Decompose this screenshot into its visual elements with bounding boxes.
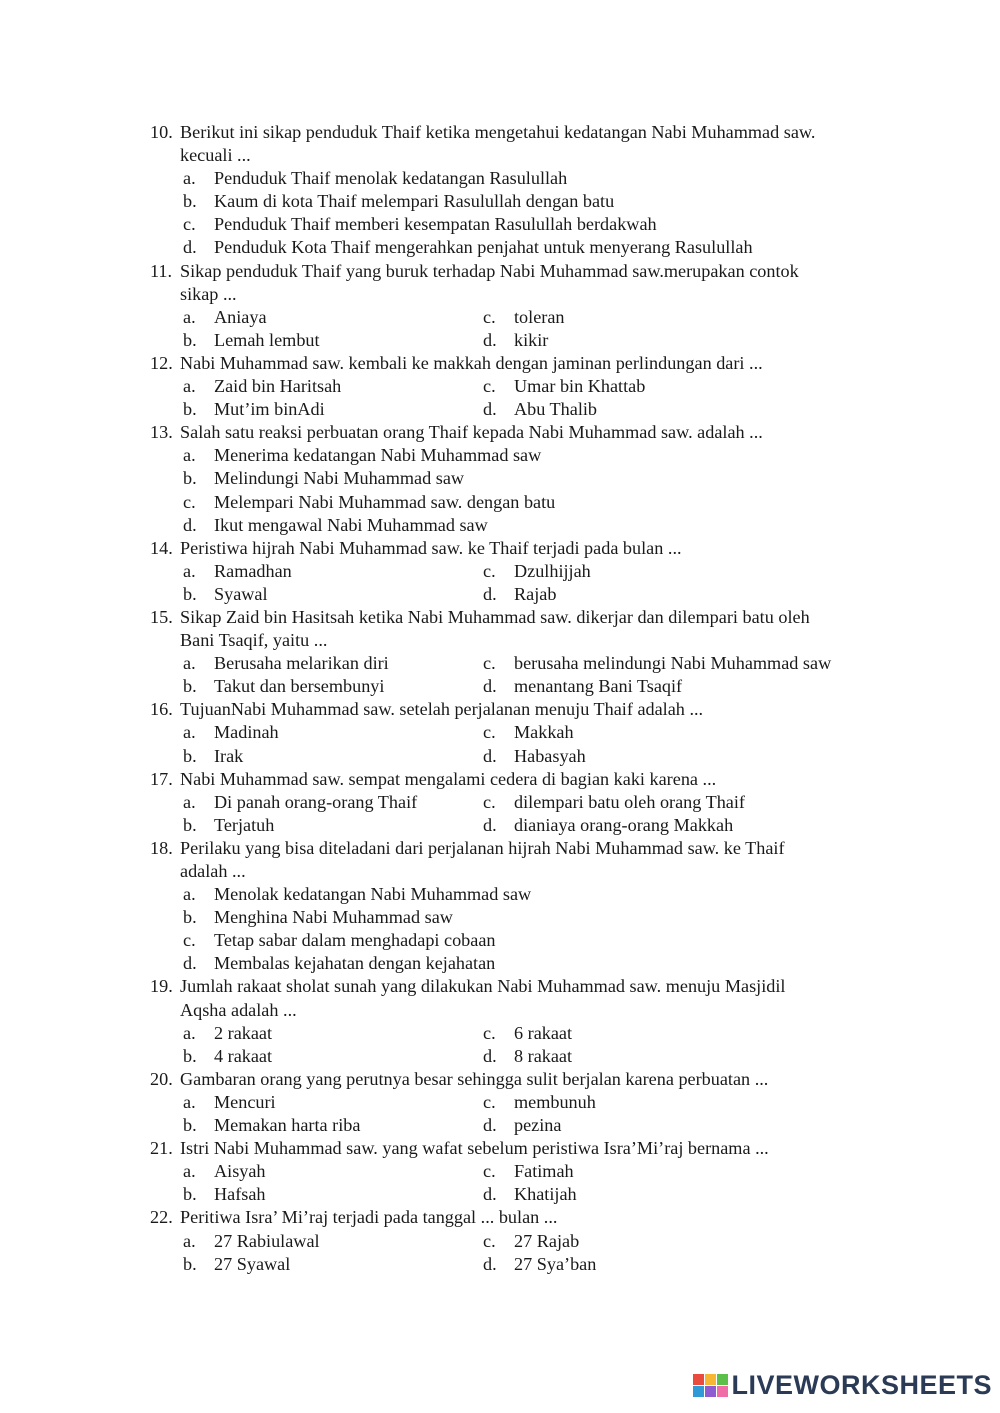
option-text: 4 rakaat [214, 1045, 273, 1066]
option-text: 27 Sya’ban [514, 1253, 597, 1274]
answer-option[interactable] [183, 745, 483, 768]
option-text: Mencuri [214, 1091, 276, 1112]
option-text: Kaum di kota Thaif melempari Rasulullah dengan batu [214, 191, 615, 212]
option-text: Syawal [214, 583, 268, 604]
answer-option[interactable] [483, 1253, 596, 1276]
option-text: Khatijah [514, 1184, 577, 1205]
option-text: Di panah orang-orang Thaif [214, 791, 418, 812]
option-text: Makkah [514, 722, 574, 743]
question-text-line: Salah satu reaksi perbuatan orang Thaif kepada Nabi Muhammad saw. adalah ... [180, 422, 763, 443]
answer-option[interactable] [483, 814, 733, 837]
option-letter: d. [183, 953, 197, 974]
option-letter: a. [183, 306, 196, 327]
option-letter: d. [483, 399, 497, 420]
option-row [183, 560, 910, 583]
answer-option[interactable] [183, 444, 541, 467]
question-17 [150, 768, 910, 837]
option-letter: a. [183, 445, 196, 466]
answer-option[interactable] [183, 190, 614, 213]
question-12 [150, 352, 910, 421]
option-text: 6 rakaat [514, 1022, 573, 1043]
option-row [183, 1253, 910, 1276]
logo-tile [717, 1374, 728, 1385]
question-text-line: TujuanNabi Muhammad saw. setelah perjalanan menuju Thaif adalah ... [180, 699, 704, 720]
option-text: membunuh [514, 1091, 596, 1112]
question-21 [150, 1137, 910, 1206]
answer-options [180, 375, 910, 421]
option-row [183, 306, 910, 329]
answer-option[interactable] [483, 745, 586, 768]
question-text-line: sikap ... [180, 283, 237, 304]
answer-option[interactable] [183, 883, 531, 906]
option-text: Madinah [214, 722, 279, 743]
option-text: berusaha melindungi Nabi Muhammad saw [514, 653, 832, 674]
answer-option[interactable] [183, 236, 753, 259]
option-text: 2 rakaat [214, 1022, 273, 1043]
logo-tile [705, 1386, 716, 1397]
logo-mark-icon [693, 1374, 728, 1397]
answer-option[interactable] [483, 1045, 572, 1068]
option-letter: b. [183, 399, 197, 420]
option-row [183, 721, 910, 744]
answer-options [180, 721, 910, 767]
option-row [183, 398, 910, 421]
option-text: 27 Rabiulawal [214, 1230, 320, 1251]
option-letter: c. [483, 1161, 496, 1182]
answer-option[interactable] [183, 375, 483, 398]
option-letter: a. [183, 376, 196, 397]
answer-options [180, 1230, 910, 1276]
option-letter: a. [183, 560, 196, 581]
answer-option[interactable] [183, 560, 483, 583]
option-row [183, 652, 910, 675]
answer-options [180, 444, 910, 536]
option-text: Berusaha melarikan diri [214, 653, 389, 674]
question-number: 21. [150, 1138, 173, 1159]
option-letter: b. [183, 191, 197, 212]
answer-options [180, 1022, 910, 1068]
question-text-line: Istri Nabi Muhammad saw. yang wafat sebelum peristiwa Isra’Mi’raj bernama ... [180, 1138, 769, 1159]
option-letter: a. [183, 884, 196, 905]
option-row [183, 236, 910, 259]
answer-option[interactable] [483, 375, 645, 398]
question-10 [150, 121, 910, 260]
option-text: kikir [514, 329, 549, 350]
answer-options [180, 306, 910, 352]
option-letter: b. [183, 907, 197, 928]
question-18 [150, 837, 910, 976]
option-row [183, 375, 910, 398]
option-row [183, 1160, 910, 1183]
option-letter: d. [483, 1045, 497, 1066]
option-letter: b. [183, 1045, 197, 1066]
answer-option[interactable] [183, 514, 488, 537]
option-letter: b. [183, 1184, 197, 1205]
option-letter: b. [183, 745, 197, 766]
answer-options [180, 883, 910, 975]
option-row [183, 1045, 910, 1068]
question-number: 13. [150, 422, 173, 443]
option-letter: a. [183, 1230, 196, 1251]
question-number: 19. [150, 976, 173, 997]
answer-option[interactable] [483, 583, 556, 606]
option-letter: d. [483, 1115, 497, 1136]
question-number: 22. [150, 1207, 173, 1228]
option-text: Abu Thalib [514, 399, 598, 420]
question-number: 11. [150, 260, 173, 281]
option-letter: d. [483, 329, 497, 350]
question-text-line: Bani Tsaqif, yaitu ... [180, 630, 328, 651]
answer-option[interactable] [183, 1114, 483, 1137]
answer-option[interactable] [483, 721, 574, 744]
option-letter: c. [483, 560, 496, 581]
option-letter: d. [483, 814, 497, 835]
option-letter: b. [183, 468, 197, 489]
option-row [183, 791, 910, 814]
option-letter: d. [483, 583, 497, 604]
answer-option[interactable] [183, 814, 483, 837]
option-row [183, 1114, 910, 1137]
answer-option[interactable] [183, 1160, 483, 1183]
question-number: 10. [150, 122, 173, 142]
option-text: menantang Bani Tsaqif [514, 676, 683, 697]
question-number: 20. [150, 1068, 173, 1089]
option-letter: c. [483, 1230, 496, 1251]
answer-option[interactable] [483, 1160, 574, 1183]
answer-option[interactable] [183, 906, 453, 929]
question-text-line: Berikut ini sikap penduduk Thaif ketika mengetahui kedatangan Nabi Muhammad saw. [180, 122, 816, 142]
option-text: 27 Rajab [514, 1230, 580, 1251]
option-row [183, 1230, 910, 1253]
question-15 [150, 606, 910, 698]
option-row [183, 514, 910, 537]
answer-option[interactable] [483, 791, 745, 814]
option-letter: d. [483, 676, 497, 697]
option-text: Lemah lembut [214, 329, 320, 350]
answer-option[interactable] [183, 1183, 483, 1206]
answer-option[interactable] [183, 652, 483, 675]
option-letter: c. [483, 791, 496, 812]
option-text: Penduduk Thaif menolak kedatangan Rasulullah [214, 168, 568, 189]
option-text: Habasyah [514, 745, 586, 766]
option-row [183, 883, 910, 906]
answer-option[interactable] [183, 467, 464, 490]
option-letter: a. [183, 791, 196, 812]
option-letter: c. [483, 376, 496, 397]
option-text: Menghina Nabi Muhammad saw [214, 907, 453, 928]
option-text: Penduduk Thaif memberi kesempatan Rasulullah berdakwah [214, 214, 657, 235]
answer-option[interactable] [183, 491, 555, 514]
answer-option[interactable] [483, 560, 591, 583]
question-text-line: Perilaku yang bisa diteladani dari perjalanan hijrah Nabi Muhammad saw. ke Thaif [180, 837, 785, 858]
option-text: Membalas kejahatan dengan kejahatan [214, 953, 496, 974]
option-letter: c. [183, 491, 196, 512]
answer-option[interactable] [483, 1114, 561, 1137]
option-letter: c. [483, 722, 496, 743]
option-text: 27 Syawal [214, 1253, 291, 1274]
question-text-line: Aqsha adalah ... [180, 999, 297, 1020]
answer-option[interactable] [483, 398, 597, 421]
option-letter: b. [183, 583, 197, 604]
option-text: Tetap sabar dalam menghadapi cobaan [214, 930, 496, 951]
answer-option[interactable] [183, 952, 495, 975]
option-text: Zaid bin Haritsah [214, 376, 342, 397]
question-text-line: adalah ... [180, 861, 246, 881]
option-row [183, 952, 910, 975]
option-text: Rajab [514, 583, 557, 604]
answer-option[interactable] [183, 329, 483, 352]
question-19 [150, 975, 910, 1067]
answer-option[interactable] [483, 306, 565, 329]
option-row [183, 814, 910, 837]
question-text-line: Sikap penduduk Thaif yang buruk terhadap Nabi Muhammad saw.merupakan contok [180, 260, 799, 281]
option-letter: c. [483, 653, 496, 674]
answer-option[interactable] [483, 1183, 577, 1206]
question-number: 15. [150, 606, 173, 627]
option-letter: d. [183, 237, 197, 258]
option-letter: b. [183, 1253, 197, 1274]
question-number: 16. [150, 699, 173, 720]
answer-option[interactable] [183, 791, 483, 814]
question-20 [150, 1068, 910, 1137]
answer-option[interactable] [483, 675, 682, 698]
option-letter: d. [183, 514, 197, 535]
answer-options [180, 560, 910, 606]
option-letter: c. [183, 214, 196, 235]
answer-options [180, 652, 910, 698]
option-text: Dzulhijjah [514, 560, 591, 581]
option-letter: c. [483, 306, 496, 327]
option-letter: b. [183, 814, 197, 835]
option-text: pezina [514, 1115, 562, 1136]
answer-option[interactable] [183, 306, 483, 329]
answer-options [180, 791, 910, 837]
option-letter: b. [183, 676, 197, 697]
logo-tile [705, 1374, 716, 1385]
option-row [183, 1022, 910, 1045]
question-number: 18. [150, 837, 173, 858]
question-11 [150, 260, 910, 352]
option-row [183, 1183, 910, 1206]
answer-option[interactable] [483, 329, 548, 352]
option-letter: a. [183, 1022, 196, 1043]
answer-option[interactable] [483, 1091, 596, 1114]
option-text: Penduduk Kota Thaif mengerahkan penjahat untuk menyerang Rasulullah [214, 237, 753, 258]
option-text: Terjatuh [214, 814, 275, 835]
answer-options [180, 1091, 910, 1137]
answer-option[interactable] [483, 652, 831, 675]
answer-option[interactable] [183, 167, 567, 190]
option-row [183, 167, 910, 190]
option-text: Hafsah [214, 1184, 266, 1205]
question-14 [150, 537, 910, 606]
option-text: Melindungi Nabi Muhammad saw [214, 468, 465, 489]
logo-tile [693, 1374, 704, 1385]
question-text-line: Peritiwa Isra’ Mi’raj terjadi pada tanggal ... bulan ... [180, 1207, 558, 1228]
option-text: dilempari batu oleh orang Thaif [514, 791, 745, 812]
worksheet-questions [150, 121, 910, 1276]
answer-option[interactable] [483, 1230, 579, 1253]
option-letter: a. [183, 653, 196, 674]
option-text: Irak [214, 745, 244, 766]
answer-option[interactable] [183, 1022, 483, 1045]
logo-tile [693, 1386, 704, 1397]
option-text: Melempari Nabi Muhammad saw. dengan batu [214, 491, 556, 512]
option-text: Umar bin Khattab [514, 376, 646, 397]
option-letter: a. [183, 1161, 196, 1182]
option-row [183, 583, 910, 606]
question-22 [150, 1206, 910, 1275]
option-row [183, 745, 910, 768]
answer-option[interactable] [183, 1091, 483, 1114]
option-text: Menolak kedatangan Nabi Muhammad saw [214, 884, 532, 905]
question-text-line: Nabi Muhammad saw. kembali ke makkah dengan jaminan perlindungan dari ... [180, 352, 763, 373]
answer-option[interactable] [183, 721, 483, 744]
logo-text: LIVEWORKSHEETS [731, 1370, 992, 1400]
option-letter: c. [483, 1091, 496, 1112]
option-row [183, 444, 910, 467]
answer-option[interactable] [183, 1253, 483, 1276]
answer-option[interactable] [183, 1045, 483, 1068]
question-text-line: Sikap Zaid bin Hasitsah ketika Nabi Muhammad saw. dikerjar dan dilempari batu oleh [180, 606, 810, 627]
option-letter: c. [483, 1022, 496, 1043]
answer-option[interactable] [183, 929, 496, 952]
question-text-line: kecuali ... [180, 145, 251, 166]
option-letter: c. [183, 930, 196, 951]
option-row [183, 213, 910, 236]
option-letter: b. [183, 329, 197, 350]
option-text: Aniaya [214, 306, 267, 327]
question-text-line: Jumlah rakaat sholat sunah yang dilakukan Nabi Muhammad saw. menuju Masjidil [180, 976, 786, 997]
question-text-line: Nabi Muhammad saw. sempat mengalami cedera di bagian kaki karena ... [180, 768, 717, 789]
option-row [183, 1091, 910, 1114]
logo-tile [717, 1386, 728, 1397]
option-row [183, 491, 910, 514]
option-text: Fatimah [514, 1161, 574, 1182]
question-13 [150, 421, 910, 536]
option-row [183, 675, 910, 698]
question-text-line: Peristiwa hijrah Nabi Muhammad saw. ke Thaif terjadi pada bulan ... [180, 537, 682, 558]
question-text-line: Gambaran orang yang perutnya besar sehingga sulit berjalan karena perbuatan ... [180, 1068, 769, 1089]
option-letter: d. [483, 745, 497, 766]
option-row [183, 467, 910, 490]
answer-option[interactable] [183, 398, 483, 421]
option-text: Mut’im binAdi [214, 399, 325, 420]
question-number: 12. [150, 352, 173, 373]
option-row [183, 329, 910, 352]
option-row [183, 190, 910, 213]
answer-option[interactable] [483, 1022, 572, 1045]
option-letter: a. [183, 168, 196, 189]
question-16 [150, 698, 910, 767]
option-text: dianiaya orang-orang Makkah [514, 814, 734, 835]
option-text: Takut dan bersembunyi [214, 676, 385, 697]
option-row [183, 929, 910, 952]
option-letter: a. [183, 1091, 196, 1112]
answer-option[interactable] [183, 1230, 483, 1253]
option-text: toleran [514, 306, 565, 327]
question-number: 17. [150, 768, 173, 789]
option-letter: d. [483, 1184, 497, 1205]
option-letter: a. [183, 722, 196, 743]
question-number: 14. [150, 537, 173, 558]
option-letter: b. [183, 1115, 197, 1136]
option-text: Ramadhan [214, 560, 292, 581]
answer-option[interactable] [183, 583, 483, 606]
option-text: Ikut mengawal Nabi Muhammad saw [214, 514, 488, 535]
answer-options [180, 167, 910, 259]
option-text: Aisyah [214, 1161, 266, 1182]
option-text: 8 rakaat [514, 1045, 573, 1066]
option-letter: d. [483, 1253, 497, 1274]
answer-option[interactable] [183, 675, 483, 698]
option-row [183, 906, 910, 929]
option-text: Menerima kedatangan Nabi Muhammad saw [214, 445, 542, 466]
answer-options [180, 1160, 910, 1206]
answer-option[interactable] [183, 213, 657, 236]
liveworksheets-logo[interactable] [693, 1370, 992, 1401]
option-text: Memakan harta riba [214, 1115, 361, 1136]
